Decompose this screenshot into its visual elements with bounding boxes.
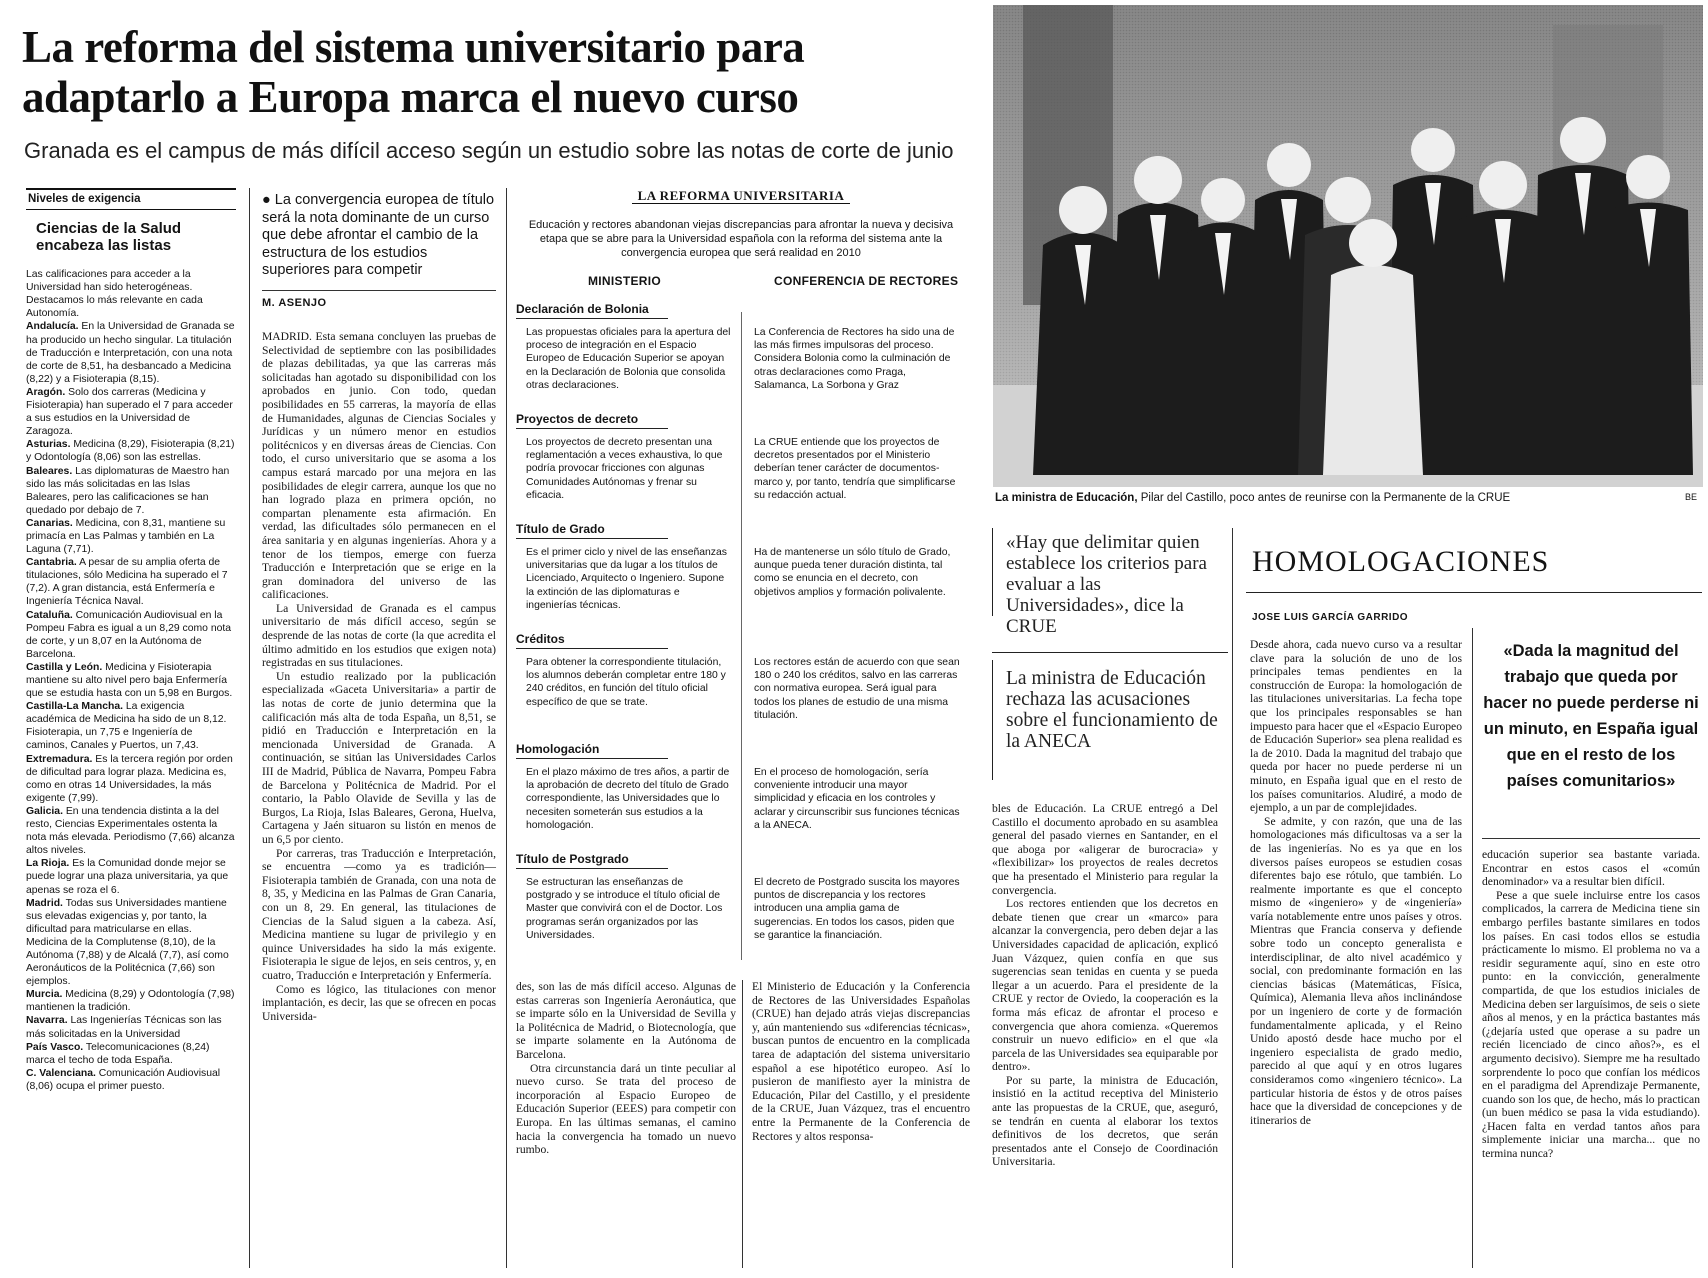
region-name: Baleares. [26,465,73,477]
region-text: Medicina, con 8,31, mantiene su primacía en Las Palmas y también en La Laguna (7,71). [26,517,226,556]
region-name: Cataluña. [26,609,73,621]
quote-rule [992,528,993,616]
region-text: Comunicación Audiovisual en la Pompeu Fabra es igual a un 8,29 como nota de corte, y un 8,07 en la Autónoma de Barcelona. [26,609,232,660]
column-rule [1472,628,1473,1268]
cell-rectores: La CRUE entiende que los proyectos de decretos presentados por el Ministerio deberían tener carácter de documentos-marco y, por tanto, tendría que simplificarse su redacción actual. [754,437,956,501]
subheadline-aneca: La ministra de Educación rechaza las acusaciones sobre el funcionamiento de la ANECA [1006,668,1218,752]
cell-rectores: Los rectores están de acuerdo con que sean 180 o 240 los créditos, salvo en las carreras con normativa europea. Será igual para todos los planes de estudio de una misma titulación. [754,657,960,721]
paragraph: Por carreras, tras Traducción e Interpretación, se encuentra —como ya es tradición— Fisioterapia también de Granada, con una nota de 8, 35, y Medicina en las Palmas de Gran Canaria, con un 8, 29. En general, las titulaciones de Ciencias de la Salud siguen a la cabeza. Así, Medicina mantiene su lugar de privilegio y en quince Universidades ha sido la más exigente. Fisioterapia le sigue de lejos, en seis centros, y, en cuatro, Traducción e Interpretación y Enfermería. [262,846,496,982]
sidebar-tag: Niveles de exigencia [26,188,236,210]
subheadline: Granada es el campus de más difícil acceso según un estudio sobre las notas de corte de junio [24,138,954,163]
table-row-label: Homologación [516,742,668,759]
headline: La reforma del sistema universitario para adaptarlo a Europa marca el nuevo curso [22,22,805,122]
region-entry [26,438,236,464]
region-name: Asturias. [26,439,71,451]
region-text: La exigencia académica de Medicina ha sido de un 8,12. Fisioterapia, un 7,75 e Ingeniería de caminos, Canales y Puertos, un 7,43. [26,701,227,752]
table-column-headers [516,270,966,300]
pull-rule [1482,838,1700,839]
region-entry [26,517,236,556]
main-column-1 [262,330,496,1023]
opinion-rule [1246,592,1702,593]
quote-crue: «Hay que delimitar quien establece los criterios para evaluar a las Universidades», dice la CRUE [1006,532,1207,637]
cell-ministerio: Para obtener la correspondiente titulación, los alumnos deberán completar entre 180 y 240 créditos, en función del título oficial específico de que se trate. [526,657,726,708]
table-row-label: Proyectos de decreto [516,412,668,429]
paragraph: educación superior sea bastante variada. Encontrar en estos casos el «común denominador» va a resultar bien difícil. [1482,848,1700,889]
region-entry [26,320,236,385]
region-text: A pesar de su amplia oferta de titulaciones, sólo Medicina ha superado el 7 (7,2). A gran distancia, está Enfermería e Ingeniería Técnica Naval. [26,557,228,608]
paragraph: Los rectores entienden que los decretos en debate tienen que crear un «marco» para alcanzar la convergencia, pero deben dejar a las Universidades capacidad de aplicación, explicó Juan Vázquez, quien confía en que sus sugerencias sean tenidas en cuenta y se pueda llegar a un acuerdo. Para el presidente de la CRUE y rector de Oviedo, la cooperación es la forma más eficaz de afrontar el proceso e convergencia que ahora comienza. «Queremos construir un nuevo edificio» en el que «la parcela de las Universidades sea equiparable por dentro». [992,897,1218,1074]
paragraph: Otra circunstancia dará un tinte peculiar al nuevo curso. Se trata del proceso de incorporación al Espacio Europeo de Educación Superior (EEES) para competir con Europa. En las últimas semanas, el camino hacia la convergencia ha tomado un nuevo rumbo. [516,1061,736,1157]
cell-ministerio: Los proyectos de decreto presentan una reglamentación a veces exhaustiva, lo que podría provocar fricciones con algunas Comunidades Autónomas y frenar su eficacia. [526,437,723,501]
region-text: Medicina (8,29), Fisioterapia (8,21) y Odontología (8,06) son las estrellas. [26,439,235,464]
opinion-author: JOSE LUIS GARCÍA GARRIDO [1252,612,1409,623]
region-entry [26,386,236,438]
main-column-2 [516,980,736,1157]
region-name: Andalucía. [26,321,79,333]
photo-ministra-crue [993,5,1703,487]
region-text: Las diplomaturas de Maestro han sido las más solicitadas en las Islas Baleares, pero las calificaciones se han quedado por debajo de 7. [26,465,230,516]
region-entry [26,556,236,608]
col-ministerio: MINISTERIO [588,274,662,288]
paragraph: des, son las de más difícil acceso. Algunas de estas carreras son Ingeniería Aeronáutica, que se imparte sólo en la Universidad de Sevilla y la Politécnica de Madrid, o Biotecnología, que se imparte solamente en la Autónoma de Barcelona. [516,980,736,1061]
region-text: Es la Comunidad donde mejor se puede lograr una plaza universitaria, ya que apenas se roza el 6. [26,858,229,896]
region-text: Todas sus Universidades mantiene sus elevadas exigencias y, por tanto, la dificultad para matricularse en ellas. Medicina de la Complutense (8,10), de la Autónoma (7,88) y de Alcalá (7,7), así como Aeronáuticos de la Politécnica (7,66) son ejemplos. [26,897,229,988]
table-divider [741,312,742,960]
table-row-label: Declaración de Bolonia [516,302,668,319]
region-name: C. Valenciana. [26,1067,96,1079]
paragraph: MADRID. Esta semana concluyen las pruebas de Selectividad de septiembre con las posibilidades de plazas debilitadas, ya que las carreras más solicitadas han agotado su disponibilidad con los aprobados en junio. Con todo, quedan posibilidades en 55 carreras, la mayoría de ellas de Humanidades, algunas de Ciencias Sociales y Jurídicas y un número menor en estudios politécnicos y en diversas áreas de Ciencias. Con todo, el curso universitario que se asoma a los campus estará marcado por una mejora en las posibilidades de elegir carrera, aunque los que no han logrado plaza en primera opción, no compartan plenamente esta afirmación. En verdad, las dificultades sólo permanecen en el área sanitaria y en algunas ingenierías. Ahora y a tenor de los tiempos, emerge con fuerza Traducción e Interpretación que se erige en la gran dominadora del universo de las calificaciones. [262,330,496,602]
opinion-title: HOMOLOGACIONES [1252,545,1550,578]
lede-rule [262,290,496,291]
paragraph: La Universidad de Granada es el campus universitario de más difícil acceso, según se desprende de las notas de corte (la que acredita el último admitido en los estudios que exigen nota) registradas en sus titulaciones. [262,601,496,670]
opinion-column-2 [1482,848,1700,1161]
region-text: Comunicación Audiovisual (8,06) ocupa el primer puesto. [26,1067,221,1092]
region-name: Aragón. [26,386,66,398]
paragraph: El Ministerio de Educación y la Conferencia de Rectores de las Universidades Españolas (CRUE) han dejado atrás viejas discrepancias y, aún manteniendo sus «diferencias técnicas», buscan puntos de encuentro en la complicada tarea de adaptación del sistema universitario español a ese hipotético europeo. Así lo pusieron de manifiesto ayer la ministra de Educación, Pilar del Castillo, y el presidente de la CRUE, Juan Vázquez, tras el encuentro entre la Permanente de la Conferencia de Rectores y altos responsa- [752,980,970,1143]
sidebar-niveles [26,188,236,1093]
column-rule [249,188,250,1268]
region-name: La Rioja. [26,858,70,870]
sidebar-intro: Las calificaciones para acceder a la Universidad han sido heterogéneas. Destacamos lo más relevante en cada Autonomía. [26,269,203,320]
paragraph: Pese a que suele incluirse entre los casos complicados, la carrera de Medicina tiene sin embargo perfiles bastante similares en todos los países. En casi todos ellos se estudia prácticamente lo mismo. El problema no va a residir seguramente aquí, sino en este otro punto: en la convicción, generalmente compartida, de que los estudios iniciales de Medicina deben ser larguísimos, de seis o siete años al menos, y en la práctica bastantes más (¿dejaría usted que operase a su padre un recién licenciado de cinco años?», es el argumento decisivo). Siempre me ha resultado sorprendente lo poco que confían los médicos en el paradigma del Aprendizaje Permanente, cuando son los que, de hecho, más lo practican (un buen médico se pasa la vida estudiando). ¿Hacen falta en verdad tantos años para simplemente iniciar una marcha... que no termina nunca? [1482,888,1700,1161]
region-entry [26,1041,236,1067]
region-text: Las Ingenierías Técnicas son las más solicitadas en la Universidad [26,1015,222,1040]
region-name: Galicia. [26,805,63,817]
paragraph: bles de Educación. La CRUE entregó a Del Castillo el documento aprobado en su asamblea general del pasado viernes en Santander, en el que aboga por «aligerar de burocracia» y «flexibilizar» los proyectos de reales decretos que ha presentado el Ministerio para regular la convergencia. [992,802,1218,897]
paragraph: Como es lógico, las titulaciones con menor implantación, es decir, las que se ofrecen en pocas Universida- [262,982,496,1023]
continuation-column [992,802,1218,1169]
region-text: Telecomunicaciones (8,24) marca el techo de toda España. [26,1041,210,1066]
paragraph: Un estudio realizado por la publicación especializada «Gaceta Universitaria» a partir de las notas de corte de junio determina que la calificación más alta de toda España, un 8,51, se pidió en Traducción e Interpretación en la mencionada Universidad de Granada. A continuación, se sitúan las Universidades Carlos III de Madrid, Pública de Navarra, Pompeu Fabra de Barcelona y Politécnica de Madrid. Por el contario, la Pablo Olavide de Sevilla y las de Burgos, La Rioja, Islas Baleares, Gerona, Huelva, Cartagena y Jaén situaron su listón en menos de un 6,5 por ciento. [262,669,496,846]
region-name: País Vasco. [26,1041,84,1053]
region-entry [26,1067,236,1093]
cell-ministerio: Las propuestas oficiales para la apertura del proceso de integración en el Espacio Europeo de Educación Superior se apoyan en la Declaración de Bolonia que consolida otras declaraciones. [526,327,731,391]
region-text: Es la tercera región por orden de dificultad para lograr plaza. Medicina es, como en otras 14 Universidades, la más exigente (7,99). [26,753,233,804]
table-intro: Educación y rectores abandonan viejas discrepancias para afrontar la nueva y decisiva etapa que se abre para la Universidad española con la reforma del sistema ante la convergencia europea que será realidad en 2010 [528,219,954,259]
col-rectores: CONFERENCIA DE RECTORES [774,274,959,288]
column-rule [742,980,743,1268]
photo-image [993,5,1703,487]
byline: M. ASENJO [262,296,327,309]
region-text: Solo dos carreras (Medicina y Fisioterapia) han superado el 7 para acceder a sus estudios en la Universidad de Zaragoza. [26,386,233,438]
region-text: Medicina (8,29) y Odontología (7,98) mantienen la tradición. [26,989,235,1014]
region-text: Medicina y Fisioterapia mantiene su alto nivel pero baja Enfermería que se estudia hasta con un 5,98 en Burgos. [26,661,233,700]
region-entry [26,753,236,805]
paragraph: Se admite, y con razón, que una de las homologaciones más dificultosas va a ser la de las ingenierías. No es ya que en los diversos países europeos se estudien cosas diferentes bajo ese rótulo, que también. Lo realmente importante es que el concepto mismo de «ingeniero» y de «ingeniería» varía notablemente entre unos países y otros. Mientras que Francia conserva y defiende sobre todo un concepto generalista e interdisciplinar, de alto nivel académico y social, con predominante formación en las ciencias básicas (Matemáticas, Física, Química), Alemania lleva años inclinándose por un ingeniero de corte y de formación fundamentalmente aplicada, y el Reino Unido apostó desde hace mucho por el ingeniero especialista de grado medio, parecido al que aquí y en otros lugares consideramos como «ingeniero técnico». La particular historia de éstos y de otros países hace que la diversidad de concepciones y de itinerarios de [1250,814,1462,1127]
cell-ministerio: En el plazo máximo de tres años, a partir de la aprobación de decreto del título de Grado correspondiente, las Universidades que lo necesiten someterán sus estudios a la homologación. [526,767,730,831]
region-entry [26,1014,236,1040]
cell-rectores: En el proceso de homologación, sería conveniente introducir una mayor simplicidad y eficacia en los controles y aclarar y circunscribir sus funciones técnicas a la ANECA. [754,767,960,831]
region-entry [26,805,236,857]
region-entry [26,661,236,700]
cell-rectores: El decreto de Postgrado suscita los mayores puntos de discrepancia y los rectores introducen una amplia gama de sugerencias. En todos los casos, piden que se garantice la financiación. [754,877,960,941]
region-text: En la Universidad de Granada se ha producido un hecho singular. La titulación de Traducción e Interpretación, con una nota de corte de 8,51, ha desbancado a Medicina (8,22) y a Fisioterapia (8,15). [26,321,235,385]
column-rule [1232,528,1233,1268]
cell-ministerio: Se estructuran las enseñanzas de postgrado y se introduce el título oficial de Master que convivirá con el de Doctor. Los programas serán organizados por las Universidades. [526,877,723,941]
region-name: Extremadura. [26,753,93,765]
cell-rectores: La Conferencia de Rectores ha sido una de las más firmes impulsoras del proceso. Considera Bolonia como la culminación de otras declaraciones como Praga, Salamanca, La Sorbona y Graz [754,327,955,391]
cell-ministerio: Es el primer ciclo y nivel de las enseñanzas universitarias que da lugar a los títulos de Licenciado, Arquitecto o Ingeniero. Supone la extinción de las diplomaturas e ingenierías técnicas. [526,547,727,611]
opinion-pull-quote: «Dada la magnitud del trabajo que queda por hacer no puede perderse ni un minuto, en España igual que en el resto de los países comunitarios» [1483,642,1699,790]
table-row-label: Créditos [516,632,668,649]
main-lede-block [262,192,496,309]
region-entry [26,700,236,752]
subhead-rule-v [992,660,993,780]
region-text: En una tendencia distinta a la del resto, Ciencias Experimentales ostenta la nota más elevada. Periodismo (7,66) alcanza altos niveles. [26,805,235,857]
cell-rectores: Ha de mantenerse un sólo título de Grado, aunque pueda tener duración distinta, tal como se enuncia en el decreto, con objetivos amplios y formación polivalente. [754,547,951,598]
region-entry [26,897,236,989]
region-entry [26,988,236,1014]
paragraph: Por su parte, la ministra de Educación, insistió en la actitud receptiva del Ministerio ante las propuestas de la CRUE, que, aseguró, se tendrán en cuenta al elaborar los textos definitivos de los decretos, que serán presentados ante el Consejo de Coordinación Universitaria. [992,1073,1218,1169]
region-name: Castilla-La Mancha. [26,701,124,713]
sidebar-regions [26,320,236,1093]
table-caption: LA REFORMA UNIVERSITARIA [516,188,966,204]
region-name: Castilla y León. [26,661,103,673]
main-lede: ● La convergencia europea de título será la nota dominante de un curso que debe afrontar el cambio de la estructura de los estudios superiores para competir [262,192,495,278]
region-name: Canarias. [26,517,73,529]
region-name: Cantabria. [26,557,77,569]
region-name: Navarra. [26,1015,68,1027]
region-entry [26,465,236,517]
region-entry [26,857,236,896]
region-name: Madrid. [26,897,63,909]
region-name: Murcia. [26,989,63,1001]
bullet-icon: ● [262,192,275,208]
region-entry [26,609,236,661]
opinion-column-1 [1250,638,1462,1127]
main-column-3 [752,980,970,1143]
column-rule [506,188,507,1268]
subhead-rule [992,652,1228,653]
photo-caption: La ministra de Educación, Pilar del Castillo, poco antes de reunirse con la Permanente de la CRUE [995,492,1511,504]
photo-credit: BE [1685,492,1698,502]
sidebar-title: Ciencias de la Salud encabeza las listas [36,220,182,255]
paragraph: Desde ahora, cada nuevo curso va a resultar clave para la solución de uno de los principales temas pendientes en la construcción de Europa: la homologación de las titulaciones universitarias. La fecha tope que los principales responsables se han impuesto para hacer que el «Espacio Europeo de Educación Superior» sea plena realidad es la de 2010. Dada la magnitud del trabajo que queda por hacer no puede perderse ni un minuto, en España igual que en el resto de los países comunitarios. Aludiré, a modo de ejemplo, a un par de complejidades. [1250,638,1462,815]
table-row-label: Título de Postgrado [516,852,668,869]
table-row-label: Título de Grado [516,522,668,539]
